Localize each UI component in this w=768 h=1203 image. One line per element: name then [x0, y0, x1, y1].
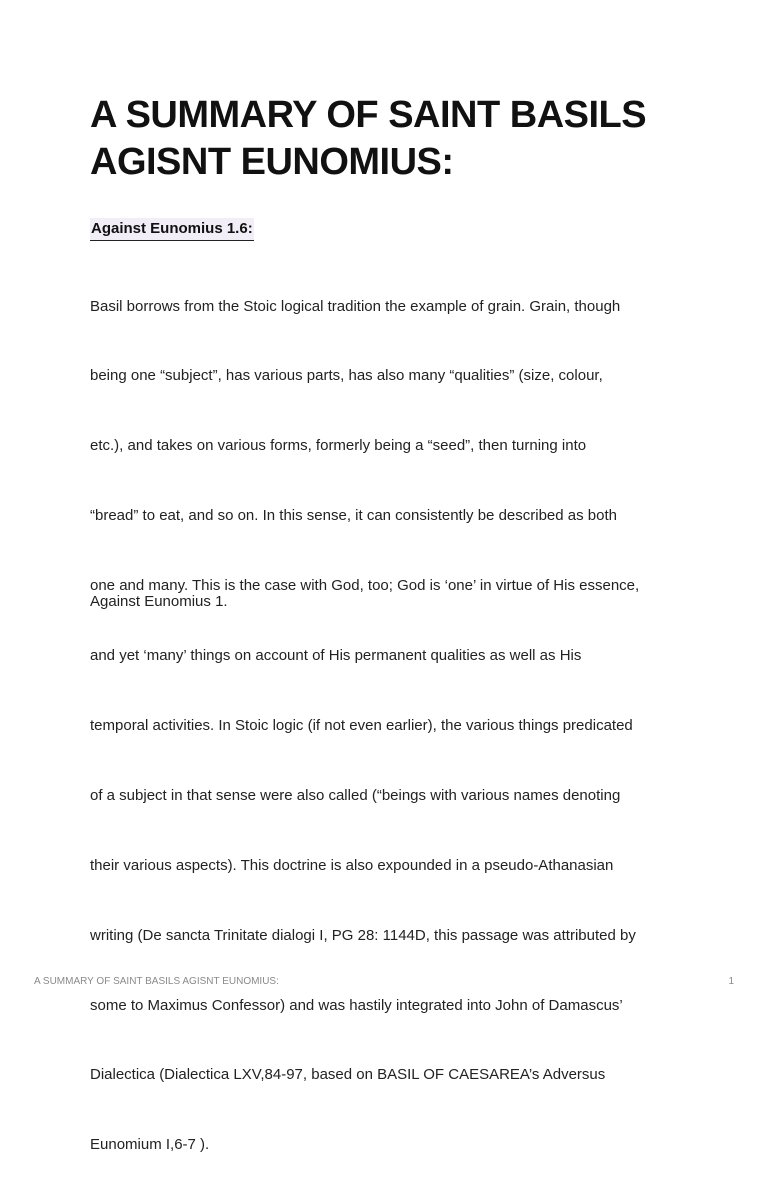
body-paragraph: [90, 248, 682, 1203]
page-number: 1: [728, 976, 734, 987]
body-line: Basil borrows from the Stoic logical tradition the example of grain. Grain, though: [90, 297, 621, 315]
body-line: etc.), and takes on various forms, formerly being a “seed”, then turning into: [90, 437, 587, 455]
body-line: Dialectica (Dialectica LXV,84-97, based on BASIL OF CAESAREA’s Adversus: [90, 1066, 606, 1084]
body-line: their various aspects). This doctrine is also expounded in a pseudo-Athanasian: [90, 856, 614, 874]
body-line: and yet ‘many’ things on account of His permanent qualities as well as His: [90, 647, 582, 665]
body-line: writing (De sancta Trinitate dialogi I, PG 28: 1144D, this passage was attributed by: [90, 926, 636, 944]
footer-title: A SUMMARY OF SAINT BASILS AGISNT EUNOMIUS:: [34, 976, 279, 987]
body-line: Eunomium I,6-7 ).: [90, 1136, 210, 1154]
trailing-paragraph: Against Eunomius 1.: [90, 593, 228, 610]
page-footer: [34, 975, 734, 989]
body-line: temporal activities. In Stoic logic (if not even earlier), the various things predicated: [90, 716, 633, 734]
document-title: A SUMMARY OF SAINT BASILS AGISNT EUNOMIUS:: [90, 94, 647, 183]
body-line: of a subject in that sense were also called (“beings with various names denoting: [90, 786, 621, 804]
body-line: “bread” to eat, and so on. In this sense, it can consistently be described as both: [90, 507, 617, 525]
body-line: one and many. This is the case with God, too; God is ‘one’ in virtue of His essence,: [90, 577, 640, 595]
body-line: some to Maximus Confessor) and was hastily integrated into John of Damascus’: [90, 996, 623, 1014]
body-line: being one “subject”, has various parts, has also many “qualities” (size, colour,: [90, 367, 603, 385]
section-heading: Against Eunomius 1.6:: [90, 218, 254, 241]
